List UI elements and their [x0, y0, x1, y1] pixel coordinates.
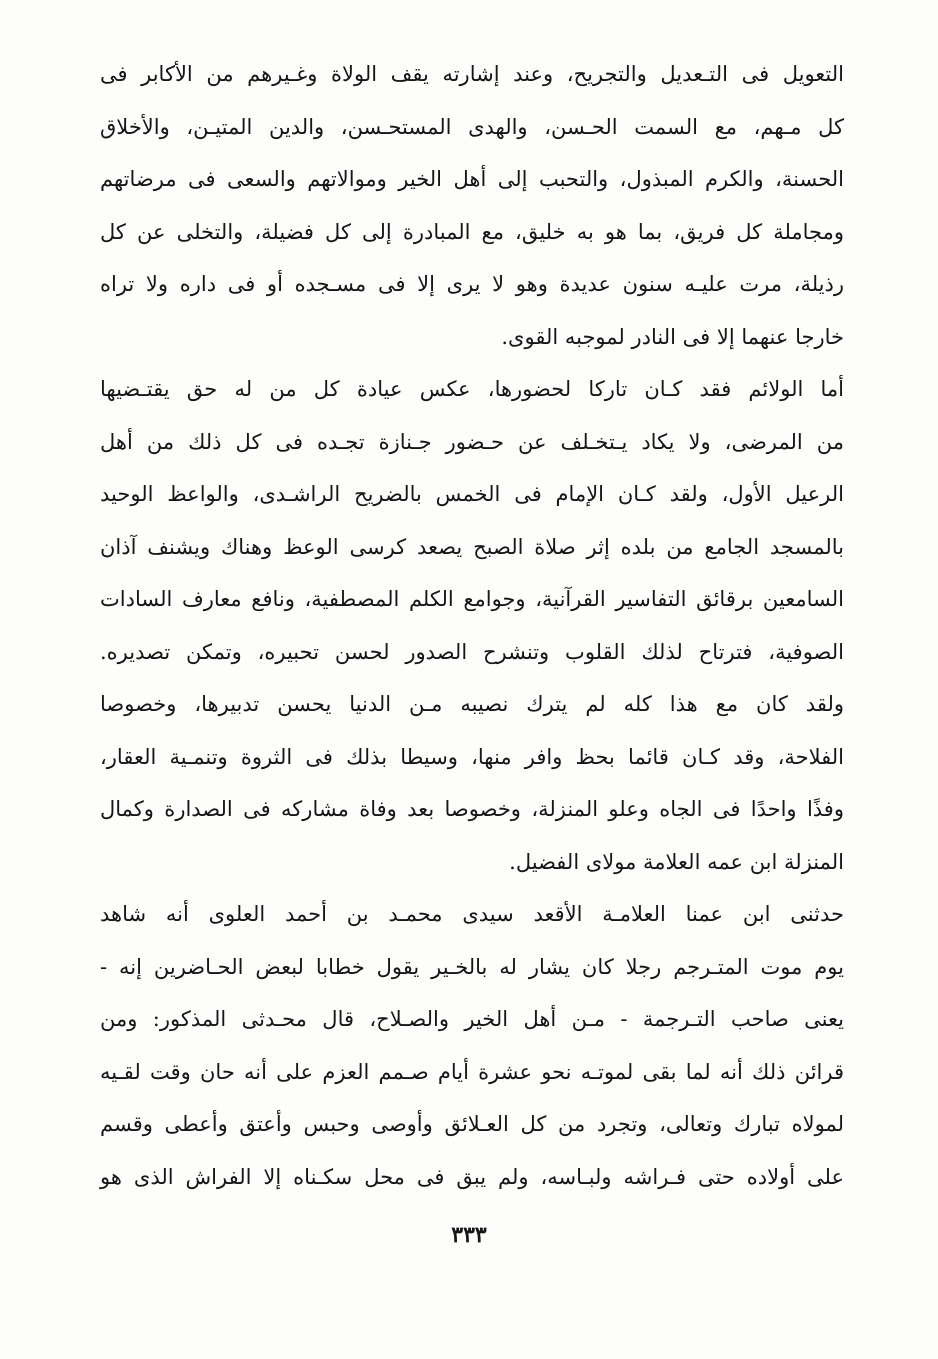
text-line: الصوفية، فترتاح لذلك القلوب وتنشرح الصدور لحسن تحبيره، وتمكن تصديره. — [100, 639, 844, 664]
text-line: ولقد كان مع هذا كله لم يترك نصيبه مـن الدنيا يحسن تدبيرها، وخصوصا — [100, 692, 844, 716]
page-number: ٣٣٣ — [451, 1222, 487, 1248]
text-line: كل مـهم، مع السمت الحـسن، والهدى المستحـسن، والدين المتيـن، والأخلاق — [100, 114, 844, 139]
text-line: بالمسجد الجامع من بلده إثر صلاة الصبح يصعد كرسى الوعظ وهناك ويشنف آذان — [100, 534, 844, 559]
text-line: الفلاحة، وقد كـان قائما بحظ وافر منها، وسيطا بذلك فى الثروة وتنمـية العقار، — [100, 744, 844, 769]
text-line: حدثنى ابن عمنا العلامـة الأقعد سيدى محمـد بن أحمد العلوى أنه شاهد — [100, 902, 844, 926]
text-line: المنزلة ابن عمه العلامة مولاى الفضيل. — [509, 849, 844, 874]
text-line: قرائن ذلك أنه لما بقى لموتـه نحو عشرة أيام صـمم العزم على أنه حان وقت لقـيه — [100, 1059, 844, 1084]
text-line: يوم موت المتـرجم رجلا كان يشار له بالخـير يقول خطابا لبعض الحـاضرين إنه - — [100, 954, 844, 979]
paragraph-1 — [100, 48, 844, 363]
body-text — [100, 48, 844, 1203]
text-line: الحسنة، والكرم المبذول، والتحبب إلى أهل الخير وموالاتهم والسعى فى مرضاتهم — [100, 167, 844, 191]
text-line: الرعيل الأول، ولقد كـان الإمام فى الخمس بالضريح الراشـدى، والواعظ الوحيد — [100, 482, 844, 506]
text-line: السامعين برقائق التفاسير القرآنية، وجوامع الكلم المصطفية، ونافع معارف السادات — [100, 587, 844, 611]
paragraph-4 — [100, 888, 844, 1203]
text-line: لمولاه تبارك وتعالى، وتجرد من كل العـلائق وأوصى وحبس وأعتق وأعطى وقسم — [100, 1112, 844, 1136]
text-line: على أولاده حتى فـراشه ولبـاسه، ولم يبق فى محل سكـناه إلا الفراش الذى هو — [100, 1164, 844, 1189]
paragraph-3 — [100, 678, 844, 888]
text-line: أما الولائم فقد كـان تاركا لحضورها، عكس عيادة كل من له حق يقتـضيها — [100, 377, 844, 401]
text-line: وفذًا واحدًا فى الجاه وعلو المنزلة، وخصوصا بعد وفاة مشاركه فى الصدارة وكمال — [100, 797, 844, 821]
text-line: التعويل فى التـعديل والتجريح، وعند إشارته يقف الولاة وغـيرهم من الأكابر فى — [100, 62, 844, 86]
text-line: من المرضى، ولا يكاد يـتخـلف عن حـضور جـنازة تجـده فى كل ذلك من أهل — [100, 429, 844, 454]
paragraph-2 — [100, 363, 844, 678]
text-line: رذيلة، مرت عليـه سنون عديدة وهو لا يرى إلا فى مسـجده أو فى داره ولا تراه — [100, 272, 844, 296]
text-line: يعنى صاحب التـرجمة - مـن أهل الخير والصـلاح، قال محـدثى المذكور: ومن — [100, 1007, 844, 1031]
text-line: خارجا عنهما إلا فى النادر لموجبه القوى. — [501, 324, 844, 349]
text-line: ومجاملة كل فريق، بما هو به خليق، مع المبادرة إلى كل فضيلة، والتخلى عن كل — [100, 219, 844, 244]
